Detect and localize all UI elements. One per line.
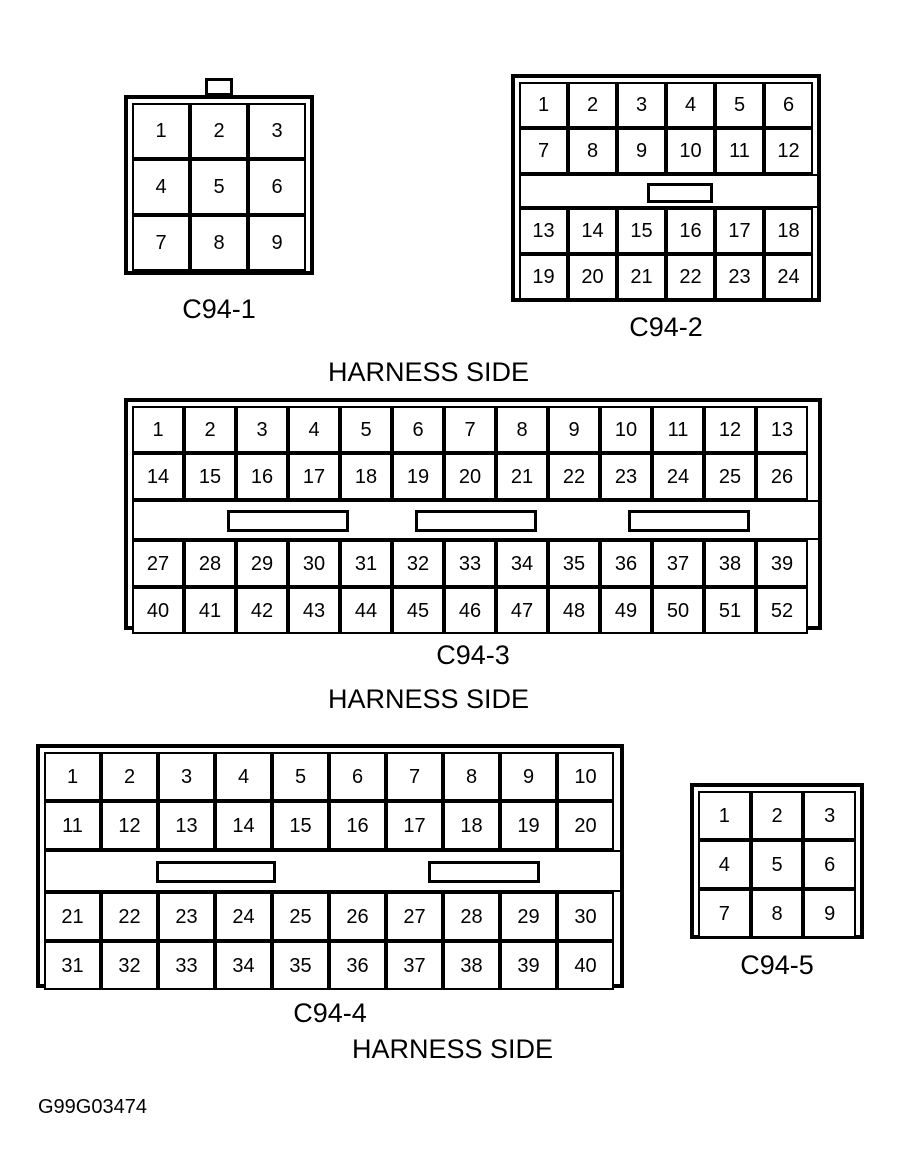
pin-cell: 44	[340, 587, 392, 634]
pin-cell: 15	[617, 208, 666, 254]
pin-cell: 6	[764, 82, 813, 128]
pin-cell: 14	[215, 801, 272, 850]
pin-cell: 3	[248, 103, 306, 159]
pin-cell: 5	[190, 159, 248, 215]
pin-cell: 13	[158, 801, 215, 850]
pin-cell: 9	[500, 752, 557, 801]
pin-cell: 7	[386, 752, 443, 801]
pin-cell: 23	[715, 254, 764, 300]
pin-row	[132, 159, 306, 215]
pin-cell: 3	[617, 82, 666, 128]
pin-cell: 17	[288, 453, 340, 500]
pin-row	[132, 103, 306, 159]
connector-latch-icon	[647, 183, 713, 203]
pin-cell: 34	[215, 941, 272, 990]
pin-cell: 26	[756, 453, 808, 500]
pin-row	[519, 82, 813, 128]
pin-cell: 21	[496, 453, 548, 500]
pin-cell: 4	[215, 752, 272, 801]
pin-cell: 8	[443, 752, 500, 801]
pin-cell: 12	[101, 801, 158, 850]
connector-latch-tab-icon	[205, 78, 233, 96]
pin-cell: 1	[132, 103, 190, 159]
pin-cell: 6	[392, 406, 444, 453]
pin-cell: 40	[557, 941, 614, 990]
pin-cell: 32	[101, 941, 158, 990]
pin-cell: 21	[44, 892, 101, 941]
pin-cell: 19	[500, 801, 557, 850]
pin-row	[132, 406, 814, 453]
pin-row	[132, 587, 814, 634]
pin-cell: 9	[803, 889, 856, 938]
pin-cell: 36	[329, 941, 386, 990]
pin-cell: 9	[617, 128, 666, 174]
harness-side-label-c94-4: HARNESS SIDE	[352, 1034, 554, 1064]
pin-cell: 9	[548, 406, 600, 453]
pin-cell: 15	[184, 453, 236, 500]
pin-cell: 18	[340, 453, 392, 500]
pin-cell: 1	[698, 791, 751, 840]
pin-cell: 2	[101, 752, 158, 801]
latch-band	[44, 850, 622, 892]
pin-cell: 35	[548, 540, 600, 587]
pin-cell: 3	[236, 406, 288, 453]
pin-cell: 17	[386, 801, 443, 850]
pin-cell: 22	[666, 254, 715, 300]
pin-cell: 12	[764, 128, 813, 174]
pin-cell: 11	[652, 406, 704, 453]
pin-cell: 39	[500, 941, 557, 990]
pin-cell: 15	[272, 801, 329, 850]
pin-cell: 7	[698, 889, 751, 938]
pin-cell: 29	[500, 892, 557, 941]
pin-cell: 5	[751, 840, 804, 889]
pin-cell: 6	[803, 840, 856, 889]
pin-cell: 7	[444, 406, 496, 453]
pin-cell: 42	[236, 587, 288, 634]
pin-cell: 37	[652, 540, 704, 587]
pin-row	[519, 128, 813, 174]
pin-cell: 2	[190, 103, 248, 159]
pin-cell: 36	[600, 540, 652, 587]
pin-cell: 4	[288, 406, 340, 453]
pin-cell: 47	[496, 587, 548, 634]
latch-band	[519, 174, 819, 208]
pin-cell: 52	[756, 587, 808, 634]
pin-cell: 16	[236, 453, 288, 500]
pin-cell: 29	[236, 540, 288, 587]
pin-cell: 19	[519, 254, 568, 300]
pin-cell: 14	[132, 453, 184, 500]
pin-cell: 45	[392, 587, 444, 634]
pin-cell: 3	[158, 752, 215, 801]
pin-cell: 8	[190, 215, 248, 271]
pin-cell: 35	[272, 941, 329, 990]
pin-cell: 5	[715, 82, 764, 128]
pin-cell: 34	[496, 540, 548, 587]
pin-row	[698, 791, 856, 840]
pin-cell: 12	[704, 406, 756, 453]
pin-row	[44, 892, 616, 941]
pin-cell: 10	[666, 128, 715, 174]
pin-cell: 8	[568, 128, 617, 174]
pin-cell: 41	[184, 587, 236, 634]
pin-cell: 28	[184, 540, 236, 587]
pin-cell: 16	[666, 208, 715, 254]
pin-cell: 4	[132, 159, 190, 215]
pin-cell: 31	[44, 941, 101, 990]
pin-cell: 25	[704, 453, 756, 500]
connector-caption-c94-5: C94-5	[740, 950, 814, 980]
pin-row	[44, 941, 616, 990]
connector-shell	[124, 95, 314, 275]
connector-latch-icon	[415, 510, 537, 532]
connector-c94-2	[511, 74, 821, 302]
pin-cell: 16	[329, 801, 386, 850]
pin-cell: 17	[715, 208, 764, 254]
pin-row	[132, 215, 306, 271]
connector-c94-4	[36, 744, 624, 988]
pin-cell: 7	[132, 215, 190, 271]
pin-cell: 1	[519, 82, 568, 128]
pin-cell: 21	[617, 254, 666, 300]
pin-cell: 4	[666, 82, 715, 128]
pin-cell: 22	[548, 453, 600, 500]
pin-row	[698, 889, 856, 938]
pin-cell: 23	[600, 453, 652, 500]
pin-cell: 26	[329, 892, 386, 941]
pin-cell: 11	[715, 128, 764, 174]
pin-cell: 20	[557, 801, 614, 850]
pin-cell: 9	[248, 215, 306, 271]
harness-side-label-c94-3: HARNESS SIDE	[328, 684, 530, 714]
pin-row	[132, 540, 814, 587]
pin-cell: 49	[600, 587, 652, 634]
connector-caption-c94-3: C94-3	[436, 640, 510, 670]
pin-cell: 6	[248, 159, 306, 215]
harness-side-label-c94-2: HARNESS SIDE	[328, 357, 530, 387]
pin-row	[519, 254, 813, 300]
pin-cell: 28	[443, 892, 500, 941]
connector-c94-3	[124, 398, 822, 630]
pin-cell: 50	[652, 587, 704, 634]
pin-row	[519, 208, 813, 254]
pin-cell: 27	[132, 540, 184, 587]
pin-row	[44, 801, 616, 850]
pin-cell: 38	[443, 941, 500, 990]
figure-code: G99G03474	[38, 1096, 147, 1118]
connector-caption-c94-4: C94-4	[293, 998, 367, 1028]
pin-cell: 1	[44, 752, 101, 801]
pin-cell: 33	[444, 540, 496, 587]
pin-cell: 30	[288, 540, 340, 587]
pin-cell: 48	[548, 587, 600, 634]
pin-cell: 2	[751, 791, 804, 840]
pin-row	[44, 752, 616, 801]
pin-cell: 3	[803, 791, 856, 840]
pin-cell: 39	[756, 540, 808, 587]
pin-cell: 20	[568, 254, 617, 300]
pin-cell: 23	[158, 892, 215, 941]
connector-latch-icon	[428, 861, 540, 883]
connector-latch-icon	[156, 861, 276, 883]
pin-cell: 19	[392, 453, 444, 500]
pin-cell: 6	[329, 752, 386, 801]
pin-cell: 8	[751, 889, 804, 938]
pin-cell: 5	[272, 752, 329, 801]
pin-row	[132, 453, 814, 500]
pin-cell: 13	[519, 208, 568, 254]
pin-cell: 43	[288, 587, 340, 634]
pin-cell: 27	[386, 892, 443, 941]
pin-cell: 40	[132, 587, 184, 634]
pin-cell: 5	[340, 406, 392, 453]
pin-cell: 24	[764, 254, 813, 300]
pin-cell: 2	[568, 82, 617, 128]
pin-cell: 18	[443, 801, 500, 850]
latch-band	[132, 500, 820, 540]
pin-cell: 10	[600, 406, 652, 453]
connector-latch-icon	[628, 510, 750, 532]
pin-cell: 37	[386, 941, 443, 990]
pin-cell: 1	[132, 406, 184, 453]
connector-latch-icon	[227, 510, 349, 532]
connector-caption-c94-1: C94-1	[182, 294, 256, 324]
connector-caption-c94-2: C94-2	[629, 312, 703, 342]
pin-cell: 11	[44, 801, 101, 850]
pin-cell: 22	[101, 892, 158, 941]
pin-cell: 46	[444, 587, 496, 634]
pin-cell: 24	[215, 892, 272, 941]
pin-cell: 10	[557, 752, 614, 801]
pin-cell: 20	[444, 453, 496, 500]
pin-row	[698, 840, 856, 889]
pin-cell: 14	[568, 208, 617, 254]
pin-cell: 4	[698, 840, 751, 889]
pin-cell: 8	[496, 406, 548, 453]
pin-cell: 24	[652, 453, 704, 500]
pin-cell: 25	[272, 892, 329, 941]
connector-c94-5	[690, 783, 864, 939]
pin-cell: 2	[184, 406, 236, 453]
pin-cell: 38	[704, 540, 756, 587]
pin-cell: 33	[158, 941, 215, 990]
pin-cell: 31	[340, 540, 392, 587]
pin-cell: 7	[519, 128, 568, 174]
pin-cell: 32	[392, 540, 444, 587]
pin-cell: 13	[756, 406, 808, 453]
pin-cell: 30	[557, 892, 614, 941]
pin-cell: 51	[704, 587, 756, 634]
pin-cell: 18	[764, 208, 813, 254]
